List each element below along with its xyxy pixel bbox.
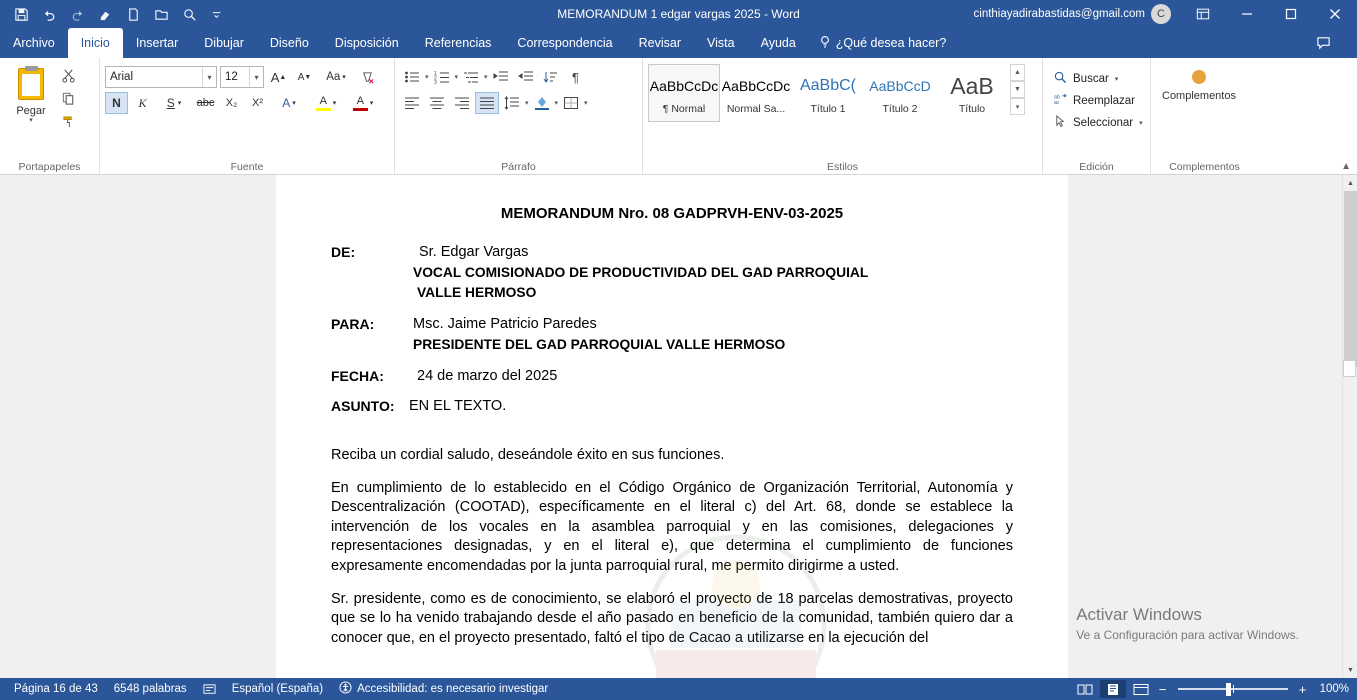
tab-revisar[interactable]: Revisar bbox=[638, 36, 681, 50]
proofing-icon[interactable] bbox=[195, 683, 224, 696]
comments-icon[interactable] bbox=[1301, 29, 1345, 57]
show-marks-icon[interactable]: ¶ bbox=[572, 69, 580, 85]
group-label-parrafo: Párrafo bbox=[501, 161, 536, 173]
style-titulo-1[interactable] bbox=[792, 64, 864, 122]
styles-scroll-up-icon[interactable]: ▲ bbox=[1010, 64, 1025, 81]
field-para-bold-1: PRESIDENTE DEL GAD PARROQUIAL VALLE HERMOSO bbox=[413, 337, 786, 352]
status-language[interactable]: Español (España) bbox=[231, 683, 324, 695]
font-name-value: Arial bbox=[110, 71, 134, 83]
align-right-icon[interactable] bbox=[450, 92, 474, 114]
subscript-button[interactable] bbox=[220, 92, 243, 114]
tab-archivo[interactable]: Archivo bbox=[13, 36, 55, 50]
accessibility-icon bbox=[339, 681, 352, 697]
field-label-para: PARA: bbox=[331, 316, 375, 332]
document-content[interactable] bbox=[276, 175, 1068, 648]
field-value-asunto: EN EL TEXTO. bbox=[409, 398, 507, 414]
replace-button[interactable] bbox=[1048, 90, 1141, 112]
group-label-portapapeles: Portapapeles bbox=[18, 161, 81, 173]
tell-me-search[interactable] bbox=[809, 28, 957, 58]
grow-font-label: A bbox=[270, 69, 280, 85]
window-title: MEMORANDUM 1 edgar vargas 2025 - Word bbox=[557, 7, 800, 21]
undo-icon[interactable] bbox=[36, 2, 62, 26]
svg-text:1: 1 bbox=[433, 71, 437, 77]
superscript-button[interactable] bbox=[246, 92, 269, 114]
style-normal-sa[interactable] bbox=[720, 64, 792, 122]
shrink-font-label: A bbox=[297, 71, 305, 83]
customize-qat-icon[interactable] bbox=[204, 2, 230, 26]
tab-inicio[interactable]: Inicio bbox=[68, 28, 123, 58]
styles-more-icon[interactable]: ▾ bbox=[1010, 98, 1025, 115]
activate-windows-subtitle: Ve a Configuración para activar Windows. bbox=[1076, 628, 1299, 642]
multilevel-list-icon[interactable] bbox=[459, 66, 483, 88]
ribbon bbox=[0, 58, 1357, 175]
print-preview-icon[interactable] bbox=[176, 2, 202, 26]
chevron-down-icon[interactable]: ▾ bbox=[249, 67, 263, 87]
ribbon-display-options-icon[interactable] bbox=[1181, 0, 1225, 28]
addins-icon bbox=[1192, 70, 1206, 84]
font-name-combo[interactable] bbox=[105, 66, 217, 88]
paragraph-1: Reciba un cordial saludo, deseándole éxito en sus funciones. bbox=[331, 447, 725, 463]
select-icon bbox=[1054, 115, 1067, 131]
superscript-label: X² bbox=[252, 97, 263, 109]
field-value-fecha: 24 de marzo del 2025 bbox=[417, 368, 558, 384]
activate-windows-title: Activar Windows bbox=[1076, 605, 1202, 624]
group-label-edicion: Edición bbox=[1079, 161, 1114, 173]
replace-label: Reemplazar bbox=[1073, 95, 1135, 107]
font-color-button[interactable]: A ▾ bbox=[346, 92, 380, 114]
paragraph-2: En cumplimiento de lo establecido en el Código Orgánico de Organización Territorial, Autonomía y Descentralización (COOTAD), específicamente en el literal c) del Art. 68, donde se establece la intervención de los vocales en la asamblea parroquial y en las comisiones, delegaciones y representaciones designadas, y en el literal e), que determina el cumplimiento de funciones expresamente encomendadas por la junta parroquial rural, me permito dirigirme a usted. bbox=[331, 479, 1013, 574]
account-email[interactable]: cinthiayadirabastidas@gmail.com bbox=[973, 8, 1145, 20]
field-de-bold-1: VOCAL COMISIONADO DE PRODUCTIVIDAD DEL GAD PARROQUIAL bbox=[413, 265, 869, 280]
grow-font-button[interactable]: A ▲ bbox=[270, 69, 287, 85]
field-value-para: Msc. Jaime Patricio Paredes bbox=[413, 316, 597, 332]
select-label: Seleccionar bbox=[1073, 117, 1134, 129]
activate-windows-watermark bbox=[1076, 605, 1299, 642]
shrink-font-button[interactable]: A ▼ bbox=[297, 71, 312, 83]
borders-icon[interactable] bbox=[559, 92, 583, 114]
subscript-label: X₂ bbox=[225, 97, 238, 109]
field-fecha bbox=[331, 368, 1013, 384]
new-doc-icon[interactable] bbox=[120, 2, 146, 26]
select-button[interactable]: Seleccionar ▾ bbox=[1048, 112, 1149, 134]
scroll-up-icon[interactable]: ▲ bbox=[1343, 175, 1357, 191]
find-label: Buscar bbox=[1073, 73, 1109, 85]
shading-icon[interactable] bbox=[530, 92, 554, 114]
redo-icon[interactable] bbox=[64, 2, 90, 26]
paste-button[interactable]: Pegar ▾ bbox=[5, 62, 57, 124]
zoom-level[interactable]: 100% bbox=[1319, 683, 1349, 695]
highlight-button[interactable]: A ▾ bbox=[309, 92, 343, 114]
field-label-asunto: ASUNTO: bbox=[331, 398, 395, 414]
field-de-bold-2: VALLE HERMOSO bbox=[417, 285, 537, 300]
align-center-icon[interactable] bbox=[425, 92, 449, 114]
addins-button[interactable] bbox=[1156, 62, 1242, 102]
split-window-handle[interactable] bbox=[1343, 360, 1356, 377]
italic-button[interactable] bbox=[131, 92, 154, 114]
style-preview: AaBbCcDc bbox=[721, 78, 791, 94]
field-de bbox=[331, 244, 1013, 300]
document-page[interactable] bbox=[276, 175, 1068, 678]
style-preview: AaBbCcDc bbox=[649, 78, 719, 94]
underline-button[interactable]: S ▾ bbox=[166, 96, 182, 110]
styles-scroll-down-icon[interactable]: ▼ bbox=[1010, 81, 1025, 98]
avatar[interactable]: C bbox=[1151, 4, 1171, 24]
field-value-de: Sr. Edgar Vargas bbox=[419, 244, 529, 260]
style-titulo-2[interactable] bbox=[864, 64, 936, 122]
touch-mode-icon[interactable] bbox=[92, 2, 118, 26]
style-normal[interactable] bbox=[648, 64, 720, 122]
numbering-icon[interactable] bbox=[430, 66, 454, 88]
strikethrough-button[interactable] bbox=[194, 92, 217, 114]
collapse-ribbon-icon[interactable]: ▲ bbox=[1341, 161, 1351, 172]
increase-indent-icon[interactable] bbox=[514, 66, 538, 88]
zoom-in-button[interactable]: + bbox=[1298, 681, 1307, 697]
svg-text:2: 2 bbox=[433, 75, 437, 82]
zoom-slider[interactable] bbox=[1178, 680, 1288, 698]
status-bar bbox=[0, 678, 1357, 700]
search-icon bbox=[1054, 71, 1067, 87]
font-size-value: 12 bbox=[225, 71, 238, 83]
font-size-combo[interactable] bbox=[220, 66, 264, 88]
minimize-button[interactable] bbox=[1225, 0, 1269, 28]
svg-text:ac: ac bbox=[1054, 100, 1060, 106]
style-name: Título bbox=[958, 103, 986, 115]
scroll-thumb[interactable] bbox=[1344, 191, 1357, 367]
status-words[interactable]: 6548 palabras bbox=[113, 683, 187, 695]
group-estilos bbox=[643, 58, 1043, 175]
status-accessibility[interactable] bbox=[331, 681, 556, 697]
tab-referencias[interactable]: Referencias bbox=[424, 36, 492, 50]
bullets-icon[interactable] bbox=[400, 66, 424, 88]
vertical-scrollbar[interactable] bbox=[1342, 175, 1357, 678]
paste-label: Pegar bbox=[16, 105, 46, 117]
format-painter-icon[interactable] bbox=[57, 111, 79, 132]
paragraph-3: Sr. presidente, como es de conocimiento, se elaboró el proyecto de 18 parcelas demostrativas, proyecto que se lo ha venido trabajando desde el año pasado en beneficio de la comunidad, también quiero dar a conocer que, en el proyecto presentado, faltó el tipo de Cacao a utilizarse en la ejecución del bbox=[331, 590, 1013, 646]
tab-ayuda[interactable]: Ayuda bbox=[760, 36, 796, 50]
chevron-down-icon[interactable]: ▾ bbox=[202, 67, 216, 87]
tab-vista[interactable]: Vista bbox=[707, 36, 735, 50]
highlight-color-swatch bbox=[316, 108, 331, 111]
document-area bbox=[0, 175, 1357, 678]
svg-text:ab: ab bbox=[1054, 94, 1060, 101]
font-color-swatch bbox=[353, 108, 368, 111]
text-effects-label: A bbox=[282, 96, 291, 110]
sort-icon[interactable] bbox=[539, 66, 563, 88]
cut-icon[interactable] bbox=[57, 65, 79, 86]
status-page[interactable]: Página 16 de 43 bbox=[14, 683, 98, 695]
bold-label: N bbox=[112, 96, 121, 110]
title-bar bbox=[0, 0, 1357, 28]
group-portapapeles bbox=[0, 58, 100, 175]
scroll-down-icon[interactable]: ▼ bbox=[1343, 662, 1357, 678]
underline-label: S bbox=[166, 96, 175, 110]
quick-access-toolbar bbox=[0, 2, 230, 26]
change-case-button[interactable]: Aa ▾ bbox=[326, 71, 346, 83]
style-name: Normal Sa... bbox=[726, 103, 786, 115]
field-asunto bbox=[331, 398, 1013, 414]
group-label-complementos: Complementos bbox=[1169, 161, 1240, 173]
read-mode-icon[interactable] bbox=[1072, 680, 1098, 698]
style-name: Título 1 bbox=[810, 103, 846, 115]
field-label-fecha: FECHA: bbox=[331, 368, 384, 384]
zoom-tick bbox=[1233, 685, 1234, 693]
tab-diseno[interactable]: Diseño bbox=[269, 36, 309, 50]
tab-insertar[interactable]: Insertar bbox=[135, 36, 179, 50]
style-name: Título 2 bbox=[882, 103, 918, 115]
clear-formatting-icon[interactable] bbox=[356, 66, 379, 88]
tab-correspondencia[interactable]: Correspondencia bbox=[517, 36, 613, 50]
open-folder-icon[interactable] bbox=[148, 2, 174, 26]
bold-button[interactable] bbox=[105, 92, 128, 114]
style-titulo[interactable] bbox=[936, 64, 1008, 122]
copy-icon[interactable] bbox=[57, 88, 79, 109]
group-fuente bbox=[100, 58, 395, 175]
group-edicion bbox=[1043, 58, 1151, 175]
tab-dibujar[interactable]: Dibujar bbox=[204, 36, 244, 50]
replace-icon bbox=[1054, 93, 1067, 109]
print-layout-icon[interactable] bbox=[1100, 680, 1126, 698]
align-left-icon[interactable] bbox=[400, 92, 424, 114]
find-button[interactable]: Buscar ▾ bbox=[1048, 68, 1124, 90]
close-button[interactable] bbox=[1313, 0, 1357, 28]
font-color-label: A bbox=[356, 95, 364, 107]
addins-label: Complementos bbox=[1162, 90, 1236, 102]
style-preview: AaBbCcD bbox=[869, 78, 931, 94]
strikethrough-label: abc bbox=[196, 97, 215, 109]
tab-disposicion[interactable]: Disposición bbox=[334, 36, 399, 50]
tell-me-label: ¿Qué desea hacer? bbox=[835, 36, 947, 50]
accessibility-label: Accesibilidad: es necesario investigar bbox=[357, 683, 549, 695]
line-spacing-icon[interactable] bbox=[500, 92, 524, 114]
group-complementos bbox=[1151, 58, 1258, 175]
save-icon[interactable] bbox=[8, 2, 34, 26]
web-layout-icon[interactable] bbox=[1128, 680, 1154, 698]
change-case-label: Aa bbox=[326, 71, 341, 83]
italic-label: K bbox=[138, 95, 147, 110]
styles-scroll[interactable] bbox=[1010, 64, 1025, 115]
svg-text:3: 3 bbox=[433, 80, 437, 84]
group-parrafo: ▾ 1 2 3 ▾ ▾ ¶ ▾ ▾ ▾ Párrafo bbox=[395, 58, 643, 175]
justify-icon[interactable] bbox=[475, 92, 499, 114]
maximize-button[interactable] bbox=[1269, 0, 1313, 28]
highlight-label: A bbox=[319, 95, 327, 107]
group-label-fuente: Fuente bbox=[230, 161, 264, 173]
ribbon-tabs bbox=[0, 28, 1357, 58]
paste-icon bbox=[14, 64, 48, 104]
style-name: ¶ Normal bbox=[662, 103, 706, 115]
lightbulb-icon bbox=[819, 35, 831, 52]
text-effects-button[interactable]: A ▾ bbox=[282, 96, 296, 110]
field-para bbox=[331, 316, 1013, 352]
group-label-estilos: Estilos bbox=[827, 161, 858, 173]
zoom-knob[interactable] bbox=[1226, 683, 1231, 696]
decrease-indent-icon[interactable] bbox=[489, 66, 513, 88]
zoom-out-button[interactable]: − bbox=[1158, 681, 1167, 697]
memo-title: MEMORANDUM Nro. 08 GADPRVH-ENV-03-2025 bbox=[500, 205, 844, 222]
field-label-de: DE: bbox=[331, 244, 356, 260]
style-preview: AaBbC( bbox=[799, 77, 857, 94]
style-preview: AaB bbox=[950, 73, 994, 99]
